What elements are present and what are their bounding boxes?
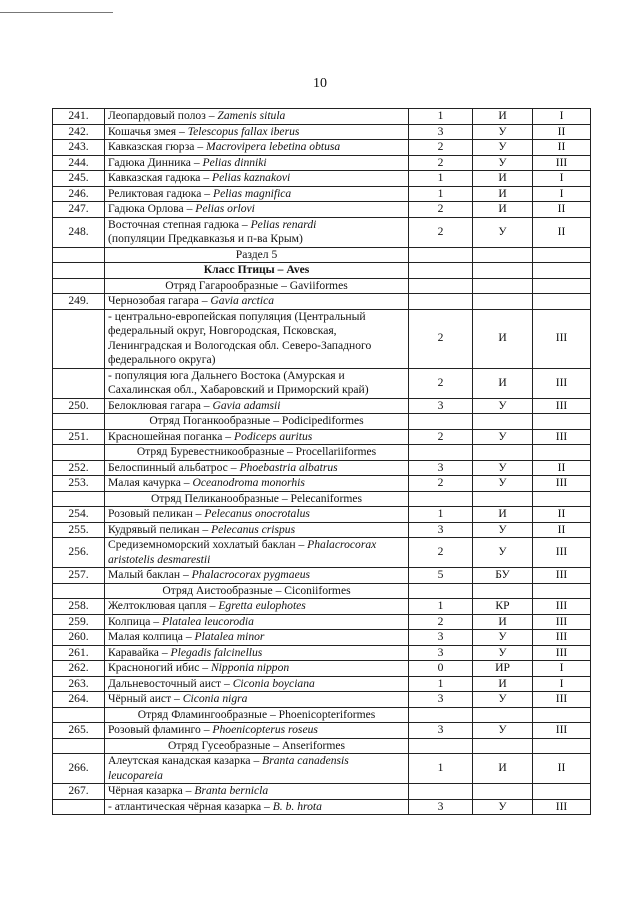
status-cell: И: [473, 368, 533, 398]
species-name: Леопардовый полоз –: [108, 109, 218, 122]
status-cell: У: [473, 476, 533, 492]
number-cell: 243.: [53, 140, 105, 156]
species-row: [53, 109, 591, 125]
latin-name: Phalacrocorax aristotelis desmarestii: [108, 538, 377, 566]
name-cell: [105, 155, 409, 171]
category-cell: 3: [409, 630, 473, 646]
species-name: Кошачья змея –: [108, 124, 188, 138]
status-cell: И: [473, 614, 533, 630]
latin-name: Ciconia boyciana: [232, 676, 315, 690]
species-name: Малый баклан –: [108, 568, 192, 581]
number-cell: 254.: [53, 507, 105, 523]
rank-cell: II: [533, 460, 591, 476]
category-cell: 1: [409, 186, 473, 202]
number-cell: 247.: [53, 202, 105, 218]
species-row: [53, 645, 591, 661]
latin-name: Platalea minor: [194, 630, 265, 643]
number-cell: 242.: [53, 124, 105, 140]
species-name: Реликтовая гадюка –: [108, 186, 213, 200]
number-cell: 248.: [53, 217, 105, 247]
latin-name: Pelecanus crispus: [211, 522, 296, 536]
status-cell: ИР: [473, 661, 533, 677]
category-cell: [409, 707, 473, 723]
name-cell: [105, 784, 409, 800]
species-row: [53, 460, 591, 476]
species-name: Алеутская канадская казарка –: [108, 754, 263, 767]
latin-name: Phalacrocorax pygmaeus: [191, 568, 311, 581]
section-heading-row: [53, 738, 591, 754]
status-cell: [473, 784, 533, 800]
rank-cell: II: [533, 507, 591, 523]
status-cell: У: [473, 429, 533, 445]
category-cell: 3: [409, 522, 473, 538]
species-name: - центрально-европейская популяция (Центральный федеральный округ, Новгородская, Псковская, Ленинградская и Вологодская обл. Северо-Западного федерального округа): [108, 309, 372, 366]
number-cell: 257.: [53, 568, 105, 584]
heading-cell: Отряд Гагарообразные – Gaviiformes: [105, 278, 409, 294]
number-cell: 256.: [53, 538, 105, 568]
latin-name: Gavia adamsii: [212, 398, 281, 412]
status-cell: [473, 707, 533, 723]
species-row: [53, 476, 591, 492]
species-name: - популяция юга Дальнего Востока (Амурская и Сахалинская обл., Хабаровский и Приморский край): [108, 368, 369, 396]
number-cell: [53, 583, 105, 599]
category-cell: 2: [409, 538, 473, 568]
species-name: Малая качурка –: [108, 476, 193, 489]
name-cell: [105, 217, 409, 247]
category-cell: 3: [409, 460, 473, 476]
number-cell: 260.: [53, 630, 105, 646]
section-heading-row: [53, 583, 591, 599]
name-cell: [105, 460, 409, 476]
rank-cell: III: [533, 309, 591, 368]
status-cell: У: [473, 155, 533, 171]
number-cell: 244.: [53, 155, 105, 171]
species-row: [53, 538, 591, 568]
status-cell: У: [473, 398, 533, 414]
number-cell: 258.: [53, 599, 105, 615]
rank-cell: III: [533, 538, 591, 568]
status-cell: У: [473, 217, 533, 247]
category-cell: 2: [409, 140, 473, 156]
status-cell: И: [473, 676, 533, 692]
category-cell: [409, 278, 473, 294]
category-cell: [409, 247, 473, 263]
name-cell: [105, 171, 409, 187]
name-cell: [105, 754, 409, 784]
status-cell: У: [473, 799, 533, 815]
category-cell: 1: [409, 754, 473, 784]
rank-cell: III: [533, 429, 591, 445]
name-cell: [105, 692, 409, 708]
species-name: Красношейная поганка –: [108, 429, 234, 443]
rank-cell: III: [533, 692, 591, 708]
status-cell: И: [473, 309, 533, 368]
category-cell: 2: [409, 614, 473, 630]
name-cell: [105, 398, 409, 414]
category-cell: 3: [409, 692, 473, 708]
section-heading-row: [53, 263, 591, 279]
section-heading-row: [53, 445, 591, 461]
latin-name: Zamenis situla: [217, 109, 286, 122]
category-cell: 5: [409, 568, 473, 584]
status-cell: И: [473, 186, 533, 202]
rank-cell: III: [533, 476, 591, 492]
name-cell: [105, 202, 409, 218]
heading-cell: Отряд Гусеобразные – Anseriformes: [105, 738, 409, 754]
name-cell: [105, 799, 409, 815]
latin-name: Pelecanus onocrotalus: [204, 507, 310, 520]
status-cell: БУ: [473, 568, 533, 584]
name-cell: [105, 140, 409, 156]
species-name: Кавказская гадюка –: [108, 171, 213, 184]
number-cell: [53, 368, 105, 398]
number-cell: 264.: [53, 692, 105, 708]
section-heading-row: [53, 414, 591, 430]
species-name: Гадюка Динника –: [108, 155, 203, 169]
heading-cell: Отряд Пеликанообразные – Pelecaniformes: [105, 491, 409, 507]
species-row: [53, 294, 591, 310]
category-cell: [409, 445, 473, 461]
species-name: Белоспинный альбатрос –: [108, 460, 240, 474]
number-cell: 250.: [53, 398, 105, 414]
species-table: [52, 108, 591, 815]
species-name: Средиземноморский хохлатый баклан –: [108, 538, 308, 551]
number-cell: 263.: [53, 676, 105, 692]
species-row: [53, 124, 591, 140]
status-cell: И: [473, 202, 533, 218]
category-cell: [409, 491, 473, 507]
rank-cell: [533, 414, 591, 430]
rank-cell: III: [533, 723, 591, 739]
heading-cell: Раздел 5: [105, 247, 409, 263]
rank-cell: [533, 491, 591, 507]
latin-name: Macrovipera lebetina obtusa: [206, 140, 341, 153]
name-cell: [105, 538, 409, 568]
number-cell: [53, 738, 105, 754]
rank-cell: I: [533, 676, 591, 692]
species-name: Колпица –: [108, 614, 162, 628]
heading-cell: Класс Птицы – Aves: [105, 263, 409, 279]
latin-name: Phoebastria albatrus: [239, 460, 338, 474]
species-name: - атлантическая чёрная казарка –: [108, 799, 273, 813]
number-cell: 253.: [53, 476, 105, 492]
rank-cell: [533, 707, 591, 723]
rank-cell: II: [533, 754, 591, 784]
status-cell: И: [473, 171, 533, 187]
species-row: [53, 599, 591, 615]
latin-name: Plegadis falcinellus: [170, 645, 263, 659]
status-cell: [473, 491, 533, 507]
rank-cell: I: [533, 171, 591, 187]
category-cell: [409, 414, 473, 430]
number-cell: 265.: [53, 723, 105, 739]
name-cell: [105, 186, 409, 202]
status-cell: [473, 738, 533, 754]
number-cell: 261.: [53, 645, 105, 661]
rank-cell: [533, 738, 591, 754]
category-cell: 3: [409, 723, 473, 739]
species-row: [53, 202, 591, 218]
status-cell: [473, 263, 533, 279]
rank-cell: III: [533, 614, 591, 630]
species-name: Восточная степная гадюка –: [108, 217, 251, 231]
species-row: [53, 155, 591, 171]
latin-name: Branta canadensis leucopareia: [108, 754, 349, 782]
name-cell: [105, 294, 409, 310]
latin-name: Platalea leucorodia: [161, 614, 254, 628]
status-cell: У: [473, 630, 533, 646]
number-cell: 246.: [53, 186, 105, 202]
category-cell: [409, 738, 473, 754]
species-row: [53, 568, 591, 584]
rank-cell: III: [533, 645, 591, 661]
status-cell: КР: [473, 599, 533, 615]
latin-name: Egretta eulophotes: [218, 599, 306, 612]
status-cell: У: [473, 538, 533, 568]
name-cell: [105, 630, 409, 646]
species-row: [53, 692, 591, 708]
name-cell: [105, 476, 409, 492]
latin-name: Pelias orlovi: [195, 202, 255, 215]
species-row: [53, 140, 591, 156]
population-row: [53, 368, 591, 398]
rank-cell: III: [533, 398, 591, 414]
species-row: [53, 171, 591, 187]
number-cell: [53, 247, 105, 263]
latin-name: Phoenicopterus roseus: [212, 723, 318, 736]
number-cell: [53, 414, 105, 430]
number-cell: [53, 309, 105, 368]
name-cell: [105, 645, 409, 661]
category-cell: 1: [409, 599, 473, 615]
category-cell: [409, 263, 473, 279]
number-cell: 259.: [53, 614, 105, 630]
species-name: Желтоклювая цапля –: [108, 599, 219, 612]
latin-name: Oceanodroma monorhis: [192, 476, 305, 489]
species-name: Каравайка –: [108, 645, 171, 659]
number-cell: [53, 707, 105, 723]
category-cell: 3: [409, 124, 473, 140]
number-cell: [53, 491, 105, 507]
name-cell: [105, 124, 409, 140]
number-cell: 251.: [53, 429, 105, 445]
number-cell: 249.: [53, 294, 105, 310]
species-row: [53, 507, 591, 523]
rank-cell: [533, 445, 591, 461]
status-cell: У: [473, 723, 533, 739]
name-cell: [105, 614, 409, 630]
status-cell: И: [473, 754, 533, 784]
species-row: [53, 217, 591, 247]
species-name: Кудрявый пеликан –: [108, 522, 212, 536]
category-cell: 2: [409, 202, 473, 218]
category-cell: 1: [409, 109, 473, 125]
species-row: [53, 398, 591, 414]
name-cell: [105, 568, 409, 584]
number-cell: 241.: [53, 109, 105, 125]
rank-cell: III: [533, 155, 591, 171]
latin-name: Gavia arctica: [210, 294, 275, 307]
latin-name: Pelias kaznakovi: [212, 171, 291, 184]
species-row: [53, 614, 591, 630]
status-cell: У: [473, 140, 533, 156]
category-cell: 1: [409, 171, 473, 187]
species-name: Дальневосточный аист –: [108, 676, 233, 690]
latin-name: Podiceps auritus: [234, 429, 313, 443]
number-cell: 245.: [53, 171, 105, 187]
number-cell: 267.: [53, 784, 105, 800]
latin-name: Pelias renardi: [250, 217, 317, 231]
species-name: Чёрная казарка –: [108, 784, 195, 797]
species-name: Малая колпица –: [108, 630, 195, 643]
species-row: [53, 723, 591, 739]
species-row: [53, 186, 591, 202]
species-name: Розовый пеликан –: [108, 507, 205, 520]
rank-cell: [533, 294, 591, 310]
rank-cell: III: [533, 368, 591, 398]
number-cell: [53, 263, 105, 279]
species-row: [53, 676, 591, 692]
heading-cell: Отряд Буревестникообразные – Procellariiformes: [105, 445, 409, 461]
rank-cell: II: [533, 140, 591, 156]
rank-cell: III: [533, 799, 591, 815]
status-cell: [473, 445, 533, 461]
category-cell: 3: [409, 398, 473, 414]
rank-cell: III: [533, 568, 591, 584]
species-name: Чернозобая гагара –: [108, 294, 211, 307]
number-cell: 255.: [53, 522, 105, 538]
name-cell: [105, 522, 409, 538]
category-cell: [409, 583, 473, 599]
status-cell: И: [473, 507, 533, 523]
name-cell: [105, 599, 409, 615]
number-cell: [53, 278, 105, 294]
rank-cell: [533, 583, 591, 599]
category-cell: [409, 294, 473, 310]
species-row: [53, 630, 591, 646]
category-cell: 2: [409, 476, 473, 492]
category-cell: 2: [409, 429, 473, 445]
heading-cell: Отряд Аистообразные – Ciconiiformes: [105, 583, 409, 599]
name-cell: [105, 368, 409, 398]
category-cell: 2: [409, 309, 473, 368]
status-cell: [473, 294, 533, 310]
name-cell: [105, 109, 409, 125]
number-cell: 266.: [53, 754, 105, 784]
species-name: Кавказская гюрза –: [108, 140, 207, 153]
status-cell: У: [473, 692, 533, 708]
category-cell: [409, 784, 473, 800]
category-cell: 0: [409, 661, 473, 677]
category-cell: 1: [409, 676, 473, 692]
category-cell: 2: [409, 155, 473, 171]
rank-cell: [533, 278, 591, 294]
section-heading-row: [53, 278, 591, 294]
status-cell: [473, 278, 533, 294]
status-cell: [473, 583, 533, 599]
species-row: [53, 784, 591, 800]
number-cell: 252.: [53, 460, 105, 476]
species-row: [53, 522, 591, 538]
population-row: [53, 309, 591, 368]
rank-cell: II: [533, 202, 591, 218]
latin-name: Pelias magnifica: [212, 186, 292, 200]
rank-cell: III: [533, 630, 591, 646]
name-cell: [105, 309, 409, 368]
species-row: [53, 661, 591, 677]
status-cell: У: [473, 460, 533, 476]
category-cell: 1: [409, 507, 473, 523]
latin-name: Branta bernicla: [194, 784, 269, 797]
species-row: [53, 754, 591, 784]
rank-cell: II: [533, 217, 591, 247]
latin-name: Ciconia nigra: [182, 692, 248, 705]
rank-cell: I: [533, 186, 591, 202]
rank-cell: [533, 263, 591, 279]
latin-name: Pelias dinniki: [202, 155, 267, 169]
species-name: Гадюка Орлова –: [108, 202, 196, 215]
status-cell: [473, 247, 533, 263]
page-number: 10: [313, 76, 327, 91]
heading-cell: Отряд Поганкообразные – Podicipediformes: [105, 414, 409, 430]
name-continuation: (популяции Предкавказья и п-ва Крым): [108, 232, 303, 245]
rank-cell: I: [533, 661, 591, 677]
rank-cell: I: [533, 109, 591, 125]
name-cell: [105, 676, 409, 692]
name-cell: [105, 723, 409, 739]
rank-cell: II: [533, 522, 591, 538]
status-cell: У: [473, 522, 533, 538]
section-heading-row: [53, 707, 591, 723]
latin-name: Telescopus fallax iberus: [187, 124, 300, 138]
status-cell: И: [473, 109, 533, 125]
number-cell: [53, 799, 105, 815]
heading-cell: Отряд Фламингообразные – Phoenicopteriformes: [105, 707, 409, 723]
category-cell: 3: [409, 799, 473, 815]
corner-rule: [0, 12, 113, 13]
species-name: Красноногий ибис –: [108, 661, 211, 674]
section-heading-row: [53, 247, 591, 263]
latin-name: B. b. hrota: [272, 799, 322, 813]
category-cell: 2: [409, 368, 473, 398]
species-name: Белоклювая гагара –: [108, 398, 213, 412]
name-cell: [105, 429, 409, 445]
species-row: [53, 429, 591, 445]
rank-cell: [533, 784, 591, 800]
name-cell: [105, 661, 409, 677]
species-name: Чёрный аист –: [108, 692, 183, 705]
section-heading-row: [53, 491, 591, 507]
number-cell: [53, 445, 105, 461]
category-cell: 3: [409, 645, 473, 661]
species-name: Розовый фламинго –: [108, 723, 213, 736]
status-cell: У: [473, 645, 533, 661]
category-cell: 2: [409, 217, 473, 247]
latin-name: Nipponia nippon: [210, 661, 290, 674]
name-cell: [105, 507, 409, 523]
rank-cell: III: [533, 599, 591, 615]
number-cell: 262.: [53, 661, 105, 677]
rank-cell: [533, 247, 591, 263]
population-row: [53, 799, 591, 815]
status-cell: [473, 414, 533, 430]
status-cell: У: [473, 124, 533, 140]
rank-cell: II: [533, 124, 591, 140]
